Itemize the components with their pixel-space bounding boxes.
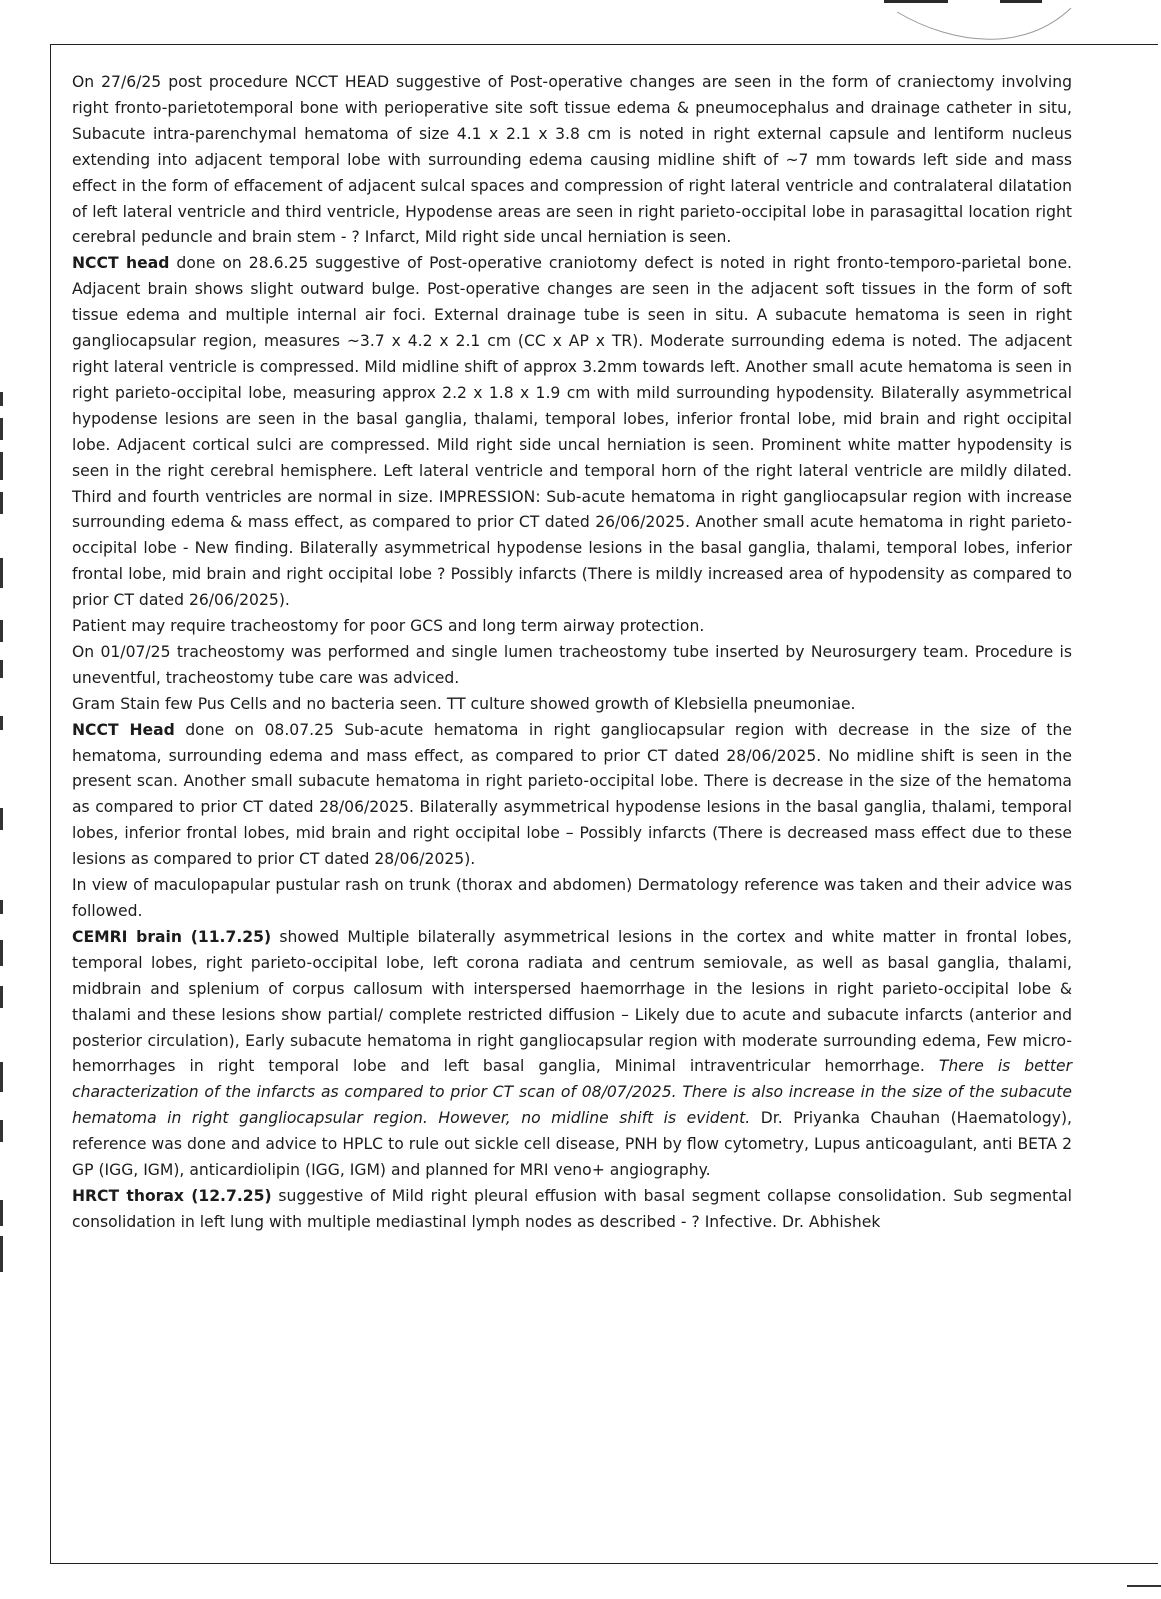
paragraph: [72, 873, 1072, 925]
section-heading: HRCT thorax (12.7.25): [72, 1186, 272, 1205]
paragraph-text: done on 08.07.25 Sub-acute hematoma in right gangliocapsular region with decrease in the size of the hematoma, surrounding edema and mass effect, as compared to prior CT dated 28/06/2025. No midline shift is seen in the present scan. Another small subacute hematoma in right parieto-occipital lobe. There is decrease in the size of the hematoma as compared to prior CT dated 28/06/2025. Bilaterally asymmetrical hypodense lesions in the basal ganglia, thalami, temporal lobes, inferior frontal lobes, mid brain and right occipital lobe – Possibly infarcts (There is decreased mass effect due to these lesions as compared to prior CT dated 28/06/2025).: [72, 720, 1072, 869]
paragraph: [72, 640, 1072, 692]
paragraph-text: On 01/07/25 tracheostomy was performed and single lumen tracheostomy tube inserted by Neurosurgery team. Procedure is uneventful, tracheostomy tube care was adviced.: [72, 642, 1072, 687]
paragraph-text: suggestive of Mild right pleural effusion with basal segment collapse consolidation. Sub segmental consolidation in left lung with multiple mediastinal lymph nodes as described - ? Infective. Dr. Abhishek: [72, 1186, 1073, 1231]
paragraph-text: done on 28.6.25 suggestive of Post-operative craniotomy defect is noted in right fronto-temporo-parietal bone. Adjacent brain shows slight outward bulge. Post-operative changes are seen in the adjacent soft tissues in the form of soft tissue edema and multiple internal air foci. External drainage tube is seen in situ. A subacute hematoma is seen in right gangliocapsular region, measures ~3.7 x 4.2 x 2.1 cm (CC x AP x TR). Moderate surrounding edema is noted. The adjacent right lateral ventricle is compressed. Mild midline shift of approx 3.2mm towards left. Another small acute hematoma is seen in right parieto-occipital lobe, measuring approx 2.2 x 1.8 x 1.9 cm with mild surrounding hypodensity. Bilaterally asymmetrical hypodense lesions are seen in the basal ganglia, thalami, temporal lobes, inferior frontal lobe, mid brain and right occipital lobe. Adjacent cortical sulci are compressed. Mild right side uncal herniation is seen. Prominent white matter hypodensity is seen in the right cerebral hemisphere. Left lateral ventricle and temporal horn of the right lateral ventricle are mildly dilated. Third and fourth ventricles are normal in size. IMPRESSION: Sub-acute hematoma in right gangliocapsular region with increase surrounding edema & mass effect, as compared to prior CT dated 26/06/2025. Another small acute hematoma in right parieto-occipital lobe - New finding. Bilaterally asymmetrical hypodense lesions in the basal ganglia, thalami, temporal lobes, inferior frontal lobe, mid brain and right occipital lobe ? Possibly infarcts (There is mildly increased area of hypodensity as compared to prior CT dated 26/06/2025).: [72, 254, 1072, 610]
italic-text: There is better characterization of the infarcts as compared to prior CT scan of 08/07/2025. There is also increase in the size of the subacute hematoma in right gangliocapsular region. However, no midline shift is evident.: [72, 1057, 1072, 1128]
scan-edge-mark: [884, 0, 948, 3]
paragraph-text: Dr. Priyanka Chauhan (Haematology), reference was done and advice to HPLC to rule out sickle cell disease, PNH by flow cytometry, Lupus anticoagulant, anti BETA 2 GP (IGG, IGM), anticardiolipin (IGG, IGM) and planned for MRI veno+ angiography.: [72, 1109, 1072, 1180]
paragraph-text: Gram Stain few Pus Cells and no bacteria seen. TT culture showed growth of Klebsiella pneumoniae.: [72, 694, 856, 713]
scan-edge-mark: [1127, 1585, 1161, 1587]
section-heading: NCCT Head: [72, 720, 175, 739]
paragraph: [72, 718, 1072, 873]
paragraph-text: In view of maculopapular pustular rash on trunk (thorax and abdomen) Dermatology reference was taken and their advice was followed.: [72, 876, 1072, 920]
paragraph: [72, 251, 1072, 614]
paragraph: [72, 692, 1072, 718]
document-body: [72, 70, 1072, 1236]
scan-edge-mark: [1000, 0, 1042, 3]
paragraph: [72, 70, 1072, 251]
paragraph-text: On 27/6/25 post procedure NCCT HEAD suggestive of Post-operative changes are seen in the form of craniectomy involving right fronto-parietotemporal bone with perioperative site soft tissue edema & pneumocephalus and drainage catheter in situ, Subacute intra-parenchymal hematoma of size 4.1 x 2.1 x 3.8 cm is noted in right external capsule and lentiform nucleus extending into adjacent temporal lobe with surrounding edema causing midline shift of ~7 mm towards left side and mass effect in the form of effacement of adjacent sulcal spaces and compression of right lateral ventricle and contralateral dilatation of left lateral ventricle and third ventricle, Hypodense areas are seen in right parieto-occipital lobe in parasagittal location right cerebral peduncle and brain stem - ? Infarct, Mild right side uncal herniation is seen.: [72, 73, 1072, 247]
section-heading: NCCT head: [72, 254, 170, 273]
paragraph: [72, 614, 1072, 640]
paragraph: [72, 1184, 1072, 1236]
paragraph-text: Patient may require tracheostomy for poor GCS and long term airway protection.: [72, 617, 705, 636]
section-heading: CEMRI brain (11.7.25): [72, 927, 272, 946]
paragraph-text: showed Multiple bilaterally asymmetrical lesions in the cortex and white matter in frontal lobes, temporal lobes, right parieto-occipital lobe, left corona radiata and centrum semiovale, as well as basal ganglia, thalami, midbrain and splenium of corpus callosum with interspersed haemorrhage in the lesions in right parieto-occipital lobe & thalami and these lesions show partial/ complete restricted diffusion – Likely due to acute and subacute infarcts (anterior and posterior circulation), Early subacute hematoma in right gangliocapsular region with moderate surrounding edema, Few micro-hemorrhages in right temporal lobe and left basal ganglia, Minimal intraventricular hemorrhage.: [72, 927, 1072, 1076]
paragraph: [72, 925, 1072, 1184]
